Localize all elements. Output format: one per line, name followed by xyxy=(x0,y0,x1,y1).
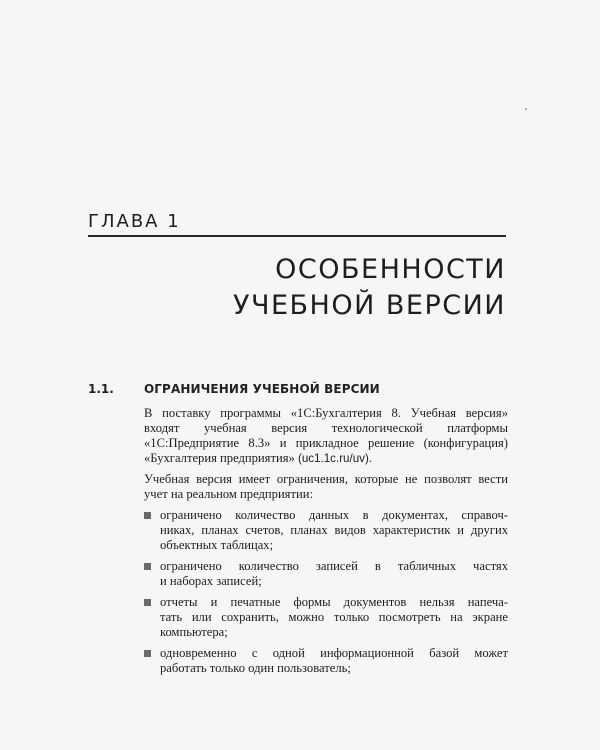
text-line: никах, планах счетов, планах видов характеристик и других xyxy=(160,523,508,537)
text-line: объектных таблицах; xyxy=(160,538,274,552)
text-line: тать или сохранить, можно только посмотреть на экране xyxy=(160,610,508,624)
square-bullet-icon xyxy=(144,563,151,570)
text-fragment: «Бухгалтерия предприятия» xyxy=(144,451,298,465)
square-bullet-icon xyxy=(144,599,151,606)
text-line: ограничено количество данных в документах, справоч- xyxy=(160,508,508,522)
list-item xyxy=(144,508,508,553)
chapter-title-line-2: УЧЕБНОЙ ВЕРСИИ xyxy=(233,290,506,321)
text-line: ограничено количество записей в табличных частях xyxy=(160,559,508,573)
square-bullet-icon xyxy=(144,650,151,657)
scan-speck xyxy=(525,108,527,110)
text-line: Учебная версия имеет ограничения, которые не позволят вести xyxy=(144,472,508,486)
text-line: и наборах записей; xyxy=(160,574,262,588)
text-line: работать только один пользователь; xyxy=(160,661,351,675)
text-line: одновременно с одной информационной базой может xyxy=(160,646,508,660)
text-line xyxy=(144,451,508,466)
paragraph-intro xyxy=(144,406,508,466)
text-line: учет на реальном предприятии: xyxy=(144,487,313,501)
body-text xyxy=(144,406,508,682)
text-line: «1С:Предприятие 8.3» и прикладное решение (конфигурация) xyxy=(144,436,508,450)
list-item xyxy=(144,646,508,676)
website-reference: (uc1.1c.ru/uv) xyxy=(297,452,369,465)
section-number: 1.1. xyxy=(88,382,114,396)
chapter-divider xyxy=(88,235,506,237)
text-line: компьютера; xyxy=(160,625,228,639)
text-line: отчеты и печатные формы документов нельзя напеча- xyxy=(160,595,508,609)
text-line: входят учебная версия технологической платформы xyxy=(144,421,508,435)
chapter-label: ГЛАВА 1 xyxy=(88,211,181,232)
text-line: В поставку программы «1С:Бухгалтерия 8. Учебная версия» xyxy=(144,406,508,420)
section-title: ОГРАНИЧЕНИЯ УЧЕБНОЙ ВЕРСИИ xyxy=(144,382,380,396)
square-bullet-icon xyxy=(144,512,151,519)
list-item xyxy=(144,559,508,589)
list-item xyxy=(144,595,508,640)
limitations-list xyxy=(144,508,508,676)
chapter-title xyxy=(233,252,506,324)
text-fragment: . xyxy=(368,451,372,465)
paragraph-limitations xyxy=(144,472,508,502)
chapter-title-line-1: ОСОБЕННОСТИ xyxy=(275,254,506,285)
